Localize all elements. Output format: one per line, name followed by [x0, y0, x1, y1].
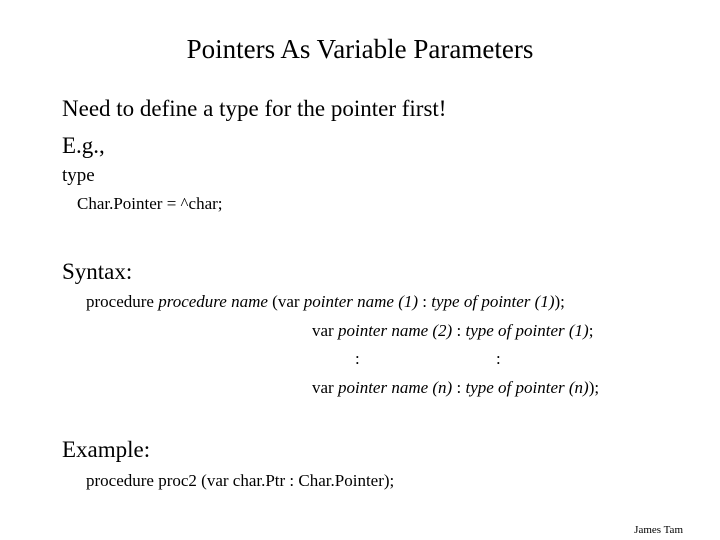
var-keyword-n: var	[312, 378, 334, 397]
ellipsis-left: :	[355, 349, 360, 368]
colon-2: :	[456, 321, 462, 340]
type-of-pointer-2: type of pointer (1)	[465, 321, 589, 340]
example-code: procedure proc2 (var char.Ptr : Char.Pointer);	[86, 471, 395, 490]
type-of-pointer-n: type of pointer (n)	[465, 378, 589, 397]
type-of-pointer-1: type of pointer (1)	[431, 292, 555, 311]
procedure-name: procedure name	[158, 292, 268, 311]
syntax-label: Syntax:	[62, 259, 133, 284]
type-declaration: Char.Pointer = ^char;	[77, 194, 223, 213]
pointer-name-1: pointer name (1)	[303, 292, 419, 311]
var-keyword-2: var	[312, 321, 334, 340]
pointer-name-2: pointer name (2)	[337, 321, 453, 340]
paren-var: (var	[272, 292, 300, 311]
example-label: Example:	[62, 437, 151, 462]
close-1: );	[554, 292, 565, 311]
author-footer: James Tam	[634, 524, 683, 536]
syntax-line-1	[86, 292, 565, 312]
procedure-keyword: procedure	[86, 292, 154, 311]
syntax-line-2	[312, 321, 593, 341]
example-intro: E.g.,	[62, 133, 105, 158]
intro-line: Need to define a type for the pointer first!	[62, 96, 447, 121]
slide-title: Pointers As Variable Parameters	[186, 34, 534, 64]
close-n: );	[588, 378, 600, 397]
colon-n: :	[456, 378, 462, 397]
close-2: ;	[588, 321, 594, 340]
colon-1: :	[422, 292, 428, 311]
type-keyword: type	[62, 165, 95, 186]
ellipsis-right: :	[496, 349, 501, 368]
pointer-name-n: pointer name (n)	[337, 378, 453, 397]
syntax-line-n	[312, 378, 599, 398]
